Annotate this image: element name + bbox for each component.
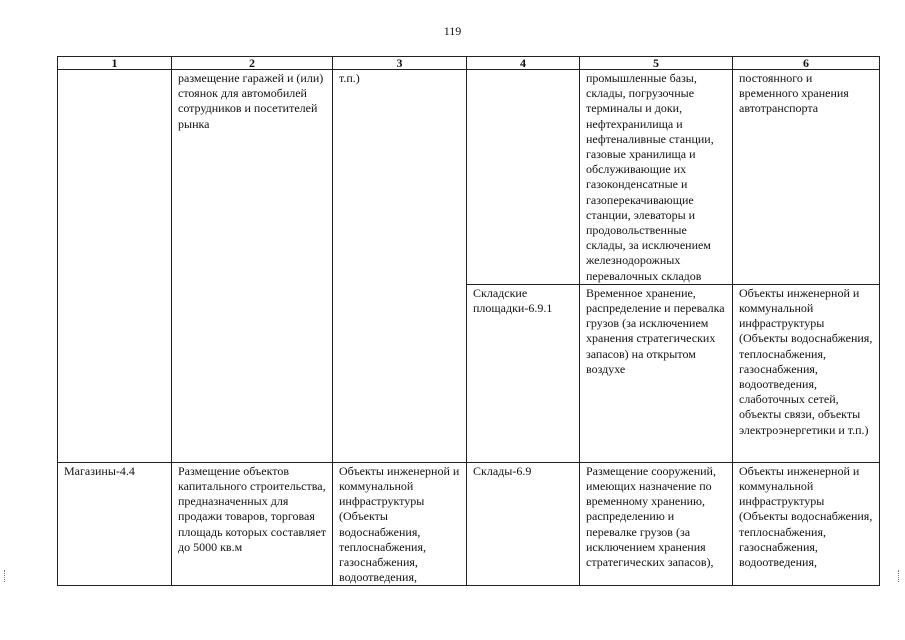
table-cell <box>467 70 580 285</box>
table-row <box>58 462 880 586</box>
table-cell: Объекты инженерной и коммунальной инфраструктуры (Объекты водоснабжения, теплоснабжения, газоснабжения, водоотведения, <box>733 462 880 586</box>
table-cell: Магазины-4.4 <box>58 462 172 586</box>
column-header-5: 5 <box>580 57 733 70</box>
column-header-3: 3 <box>333 57 467 70</box>
table-cell: постоянного и временного хранения автотранспорта <box>733 70 880 285</box>
header-row <box>58 57 880 70</box>
table-cell: Склады-6.9 <box>467 462 580 586</box>
margin-scan-mark <box>898 570 901 582</box>
table-cell: Размещение объектов капитального строительства, предназначенных для продажи товаров, торговая площадь которых составляет до 5000 кв.м <box>172 462 333 586</box>
page-number: 119 <box>443 24 462 38</box>
table-cell: Объекты инженерной и коммунальной инфраструктуры (Объекты водоснабжения, теплоснабжения, газоснабжения, водоотведения, слаботочных сетей, объекты связи, объекты электроэнергетики и т.п.) <box>733 284 880 462</box>
table-row <box>58 70 880 285</box>
margin-scan-mark <box>4 570 7 582</box>
column-header-6: 6 <box>733 57 880 70</box>
table-cell: Складские площадки-6.9.1 <box>467 284 580 462</box>
column-header-2: 2 <box>172 57 333 70</box>
column-header-1: 1 <box>58 57 172 70</box>
table-cell: промышленные базы, склады, погрузочные терминалы и доки, нефтехранилища и нефтеналивные станции, газовые хранилища и обслуживающие их газоконденсатные и газоперекачивающие станции, элеваторы и продовольственные склады, за исключением железнодорожных перевалочных складов <box>580 70 733 285</box>
table-cell: Временное хранение, распределение и перевалка грузов (за исключением хранения стратегических запасов) на открытом воздухе <box>580 284 733 462</box>
table-cell: размещение гаражей и (или) стоянок для автомобилей сотрудников и посетителей рынка <box>172 70 333 463</box>
land-use-table <box>57 56 880 586</box>
table-cell: Размещение сооружений, имеющих назначение по временному хранению, распределению и перевалке грузов (за исключением хранения стратегических запасов), <box>580 462 733 586</box>
table-cell: Объекты инженерной и коммунальной инфраструктуры (Объекты водоснабжения, теплоснабжения, газоснабжения, водоотведения, <box>333 462 467 586</box>
table-cell <box>58 70 172 463</box>
column-header-4: 4 <box>467 57 580 70</box>
table-cell: т.п.) <box>333 70 467 463</box>
